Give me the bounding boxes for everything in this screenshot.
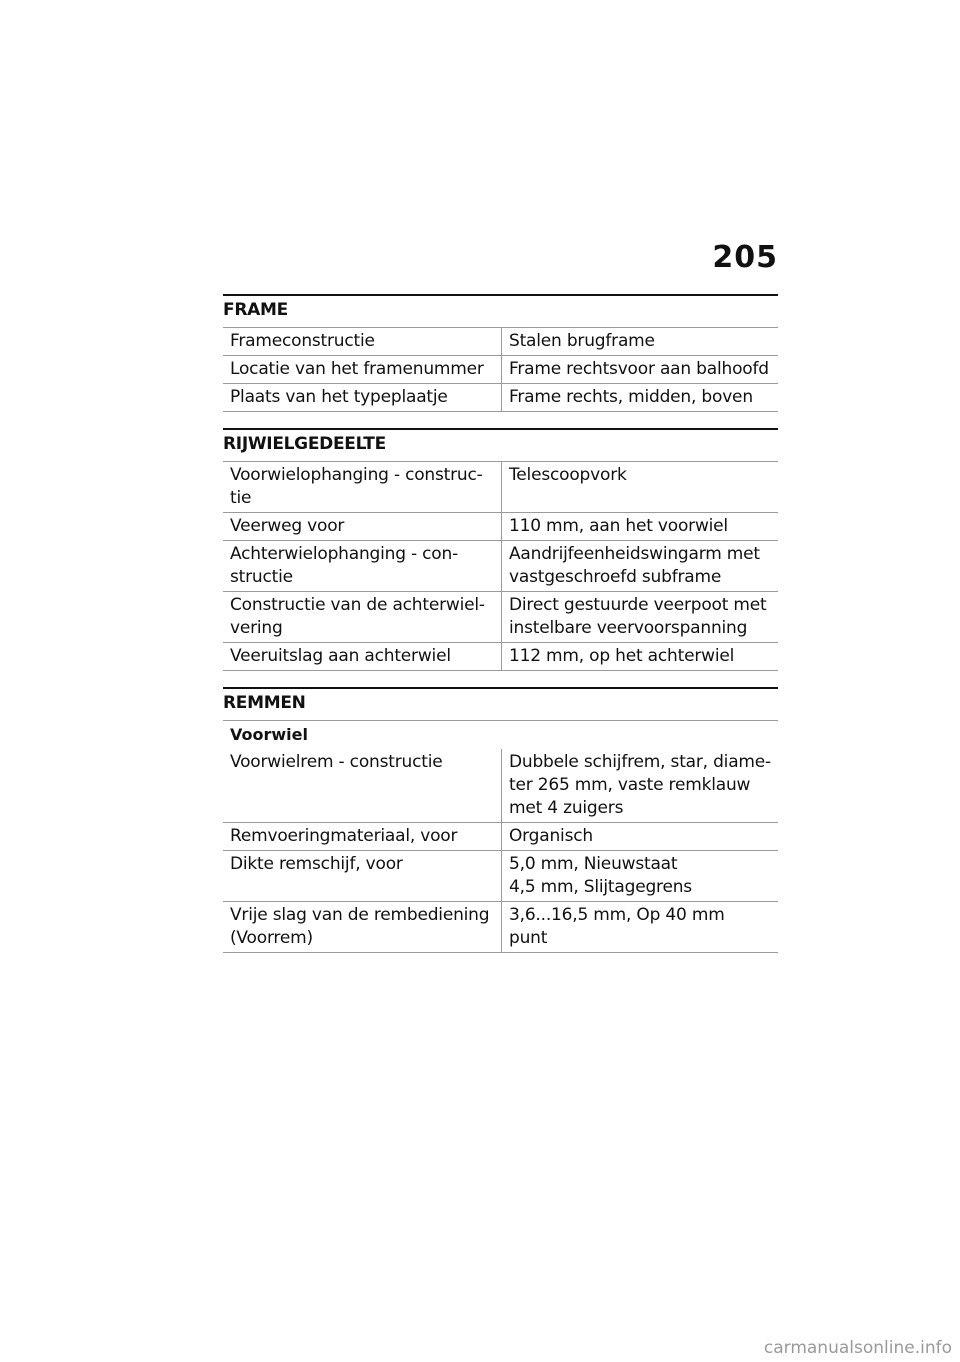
page-number: 205 bbox=[712, 240, 778, 275]
subheading-row bbox=[223, 721, 778, 749]
spec-key: Voorwielrem - constructie bbox=[223, 749, 502, 822]
table-row bbox=[223, 823, 778, 851]
section-remmen bbox=[223, 687, 778, 953]
table-row bbox=[223, 592, 778, 643]
section-title: FRAME bbox=[223, 296, 778, 328]
spec-value: 3,6...16,5 mm, Op 40 mm punt bbox=[509, 905, 725, 948]
spec-content bbox=[223, 294, 778, 953]
spec-key: Constructie van de achterwiel- vering bbox=[223, 592, 502, 642]
spec-value: Telescoopvork bbox=[509, 465, 627, 485]
section-title: REMMEN bbox=[223, 689, 778, 721]
spec-value: Frame rechts, midden, boven bbox=[509, 387, 753, 407]
table-row bbox=[223, 328, 778, 356]
section-title: RIJWIELGEDEELTE bbox=[223, 430, 778, 462]
spec-key: Dikte remschijf, voor bbox=[223, 851, 502, 901]
spec-key: Vrije slag van de rembediening (Voorrem) bbox=[223, 902, 502, 952]
spec-value: Frame rechtsvoor aan balhoofd bbox=[509, 359, 769, 379]
table-row bbox=[223, 462, 778, 513]
table-row bbox=[223, 643, 778, 671]
section-frame bbox=[223, 294, 778, 412]
spec-value: Organisch bbox=[509, 826, 593, 846]
subheading: Voorwiel bbox=[230, 725, 308, 744]
spec-key: Locatie van het framenummer bbox=[223, 356, 502, 383]
spec-value: 112 mm, op het achterwiel bbox=[509, 646, 735, 666]
table-row bbox=[223, 384, 778, 412]
table-row bbox=[223, 851, 778, 902]
spec-key: Plaats van het typeplaatje bbox=[223, 384, 502, 411]
spec-value: Stalen brugframe bbox=[509, 331, 655, 351]
spec-key: Veeruitslag aan achterwiel bbox=[223, 643, 502, 670]
table-row bbox=[223, 513, 778, 541]
spec-value: Direct gestuurde veerpoot met instelbare veervoorspanning bbox=[509, 595, 767, 638]
spec-key: Remvoeringmateriaal, voor bbox=[223, 823, 502, 850]
spec-key: Achterwielophanging - con- structie bbox=[223, 541, 502, 591]
spec-key: Frameconstructie bbox=[223, 328, 502, 355]
spec-value: 110 mm, aan het voorwiel bbox=[509, 516, 728, 536]
section-rijwielgedeelte bbox=[223, 428, 778, 671]
spec-key: Veerweg voor bbox=[223, 513, 502, 540]
spec-value: Dubbele schijfrem, star, diame- ter 265 mm, vaste remklauw met 4 zuigers bbox=[509, 752, 771, 818]
table-row bbox=[223, 356, 778, 384]
spec-value: 5,0 mm, Nieuwstaat 4,5 mm, Slijtagegrens bbox=[509, 854, 692, 897]
spec-key: Voorwielophanging - construc- tie bbox=[223, 462, 502, 512]
table-row bbox=[223, 902, 778, 953]
watermark: carmanualsonline.info bbox=[763, 1338, 952, 1358]
table-row bbox=[223, 749, 778, 823]
spec-value: Aandrijfeenheidswingarm met vastgeschroefd subframe bbox=[509, 544, 760, 587]
table-row bbox=[223, 541, 778, 592]
